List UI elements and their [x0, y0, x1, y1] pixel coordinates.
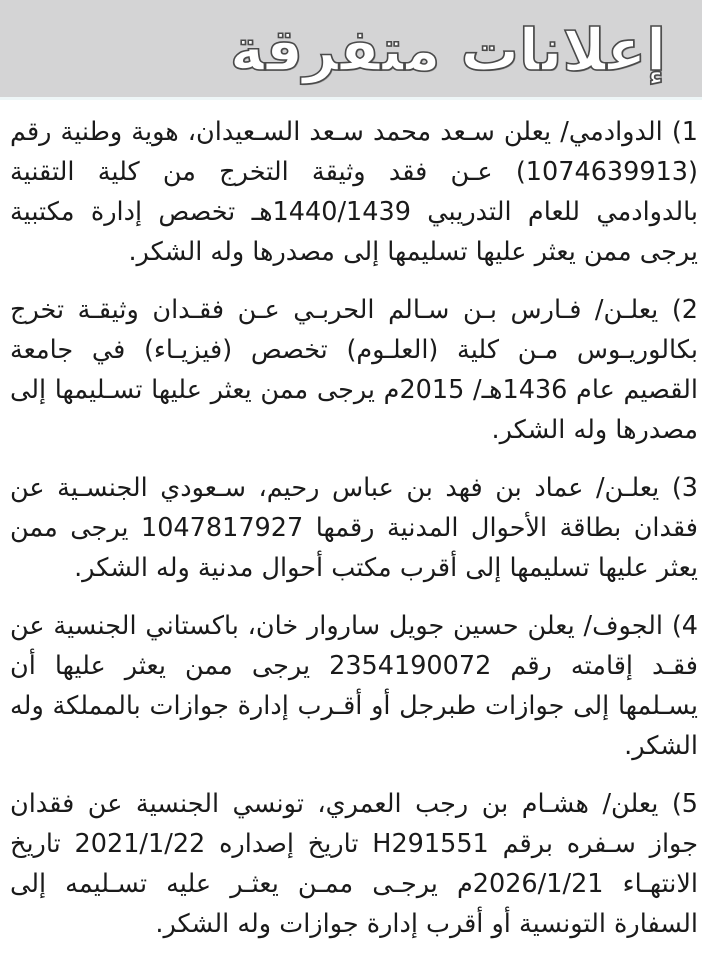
ad-text: الجوف/ يعلن حسين جويل ساروار خان، باكستاني الجنسية عن فقـد إقامته رقم 2354190072 يرجى ممن يعثر عليها أن يسـلمها إلى جوازات طبرجل أو أقـرب إدارة جوازات بالمملكة وله الشكر. [10, 611, 698, 761]
ad-item-3 [10, 468, 698, 588]
ad-text: الدوادمي/ يعلن سـعد محمد سـعد السـعيدان، هوية وطنية رقم (1074639913) عـن فقد وثيقة التخرج من كلية التقنية بالدوادمي للعام التدريبي 1440/1439هـ تخصص إدارة مكتبية يرجى ممن يعثر عليها تسليمها إلى مصدرها وله الشكر. [10, 117, 699, 267]
section-header-bar [0, 0, 702, 100]
ad-number: 4) [671, 611, 698, 641]
ad-item-2 [10, 290, 698, 450]
section-title: إعلانات متفرقة [229, 16, 666, 84]
ad-number: 3) [671, 473, 698, 503]
ad-item-5 [10, 784, 698, 944]
ad-text: يعلن/ هشـام بن رجب العمري، تونسي الجنسية عن فقدان جواز سـفره برقم H291551 تاريخ إصداره 2021/1/22 تاريخ الانتهـاء 2026/1/21م يرجـى ممـن يعثـر عليه تسـليمه إلى السفارة التونسية أو أقرب إدارة جوازات وله الشكر. [10, 789, 698, 939]
ad-item-1 [10, 112, 698, 272]
ad-number: 5) [671, 789, 698, 819]
ad-number: 2) [671, 295, 699, 325]
ad-item-4 [10, 606, 698, 766]
ad-number: 1) [671, 117, 699, 147]
ad-text: يعلـن/ عماد بن فهد بن عباس رحيم، سـعودي الجنسـية عن فقدان بطاقة الأحوال المدنية رقمها 1047817927 يرجى ممن يعثر عليها تسليمها إلى أقرب مكتب أحوال مدنية وله الشكر. [10, 473, 698, 583]
ad-text: يعلـن/ فـارس بـن سـالم الحربـي عـن فقـدان وثيقـة تخرج بكالوريـوس مـن كلية (العلـوم) تخصص (فيزيـاء) في جامعة القصيم عام 1436هـ/ 2015م يرجى ممن يعثر عليها تسـليمها إلى مصدرها وله الشكر. [10, 295, 698, 445]
classified-ads-list [0, 112, 702, 962]
